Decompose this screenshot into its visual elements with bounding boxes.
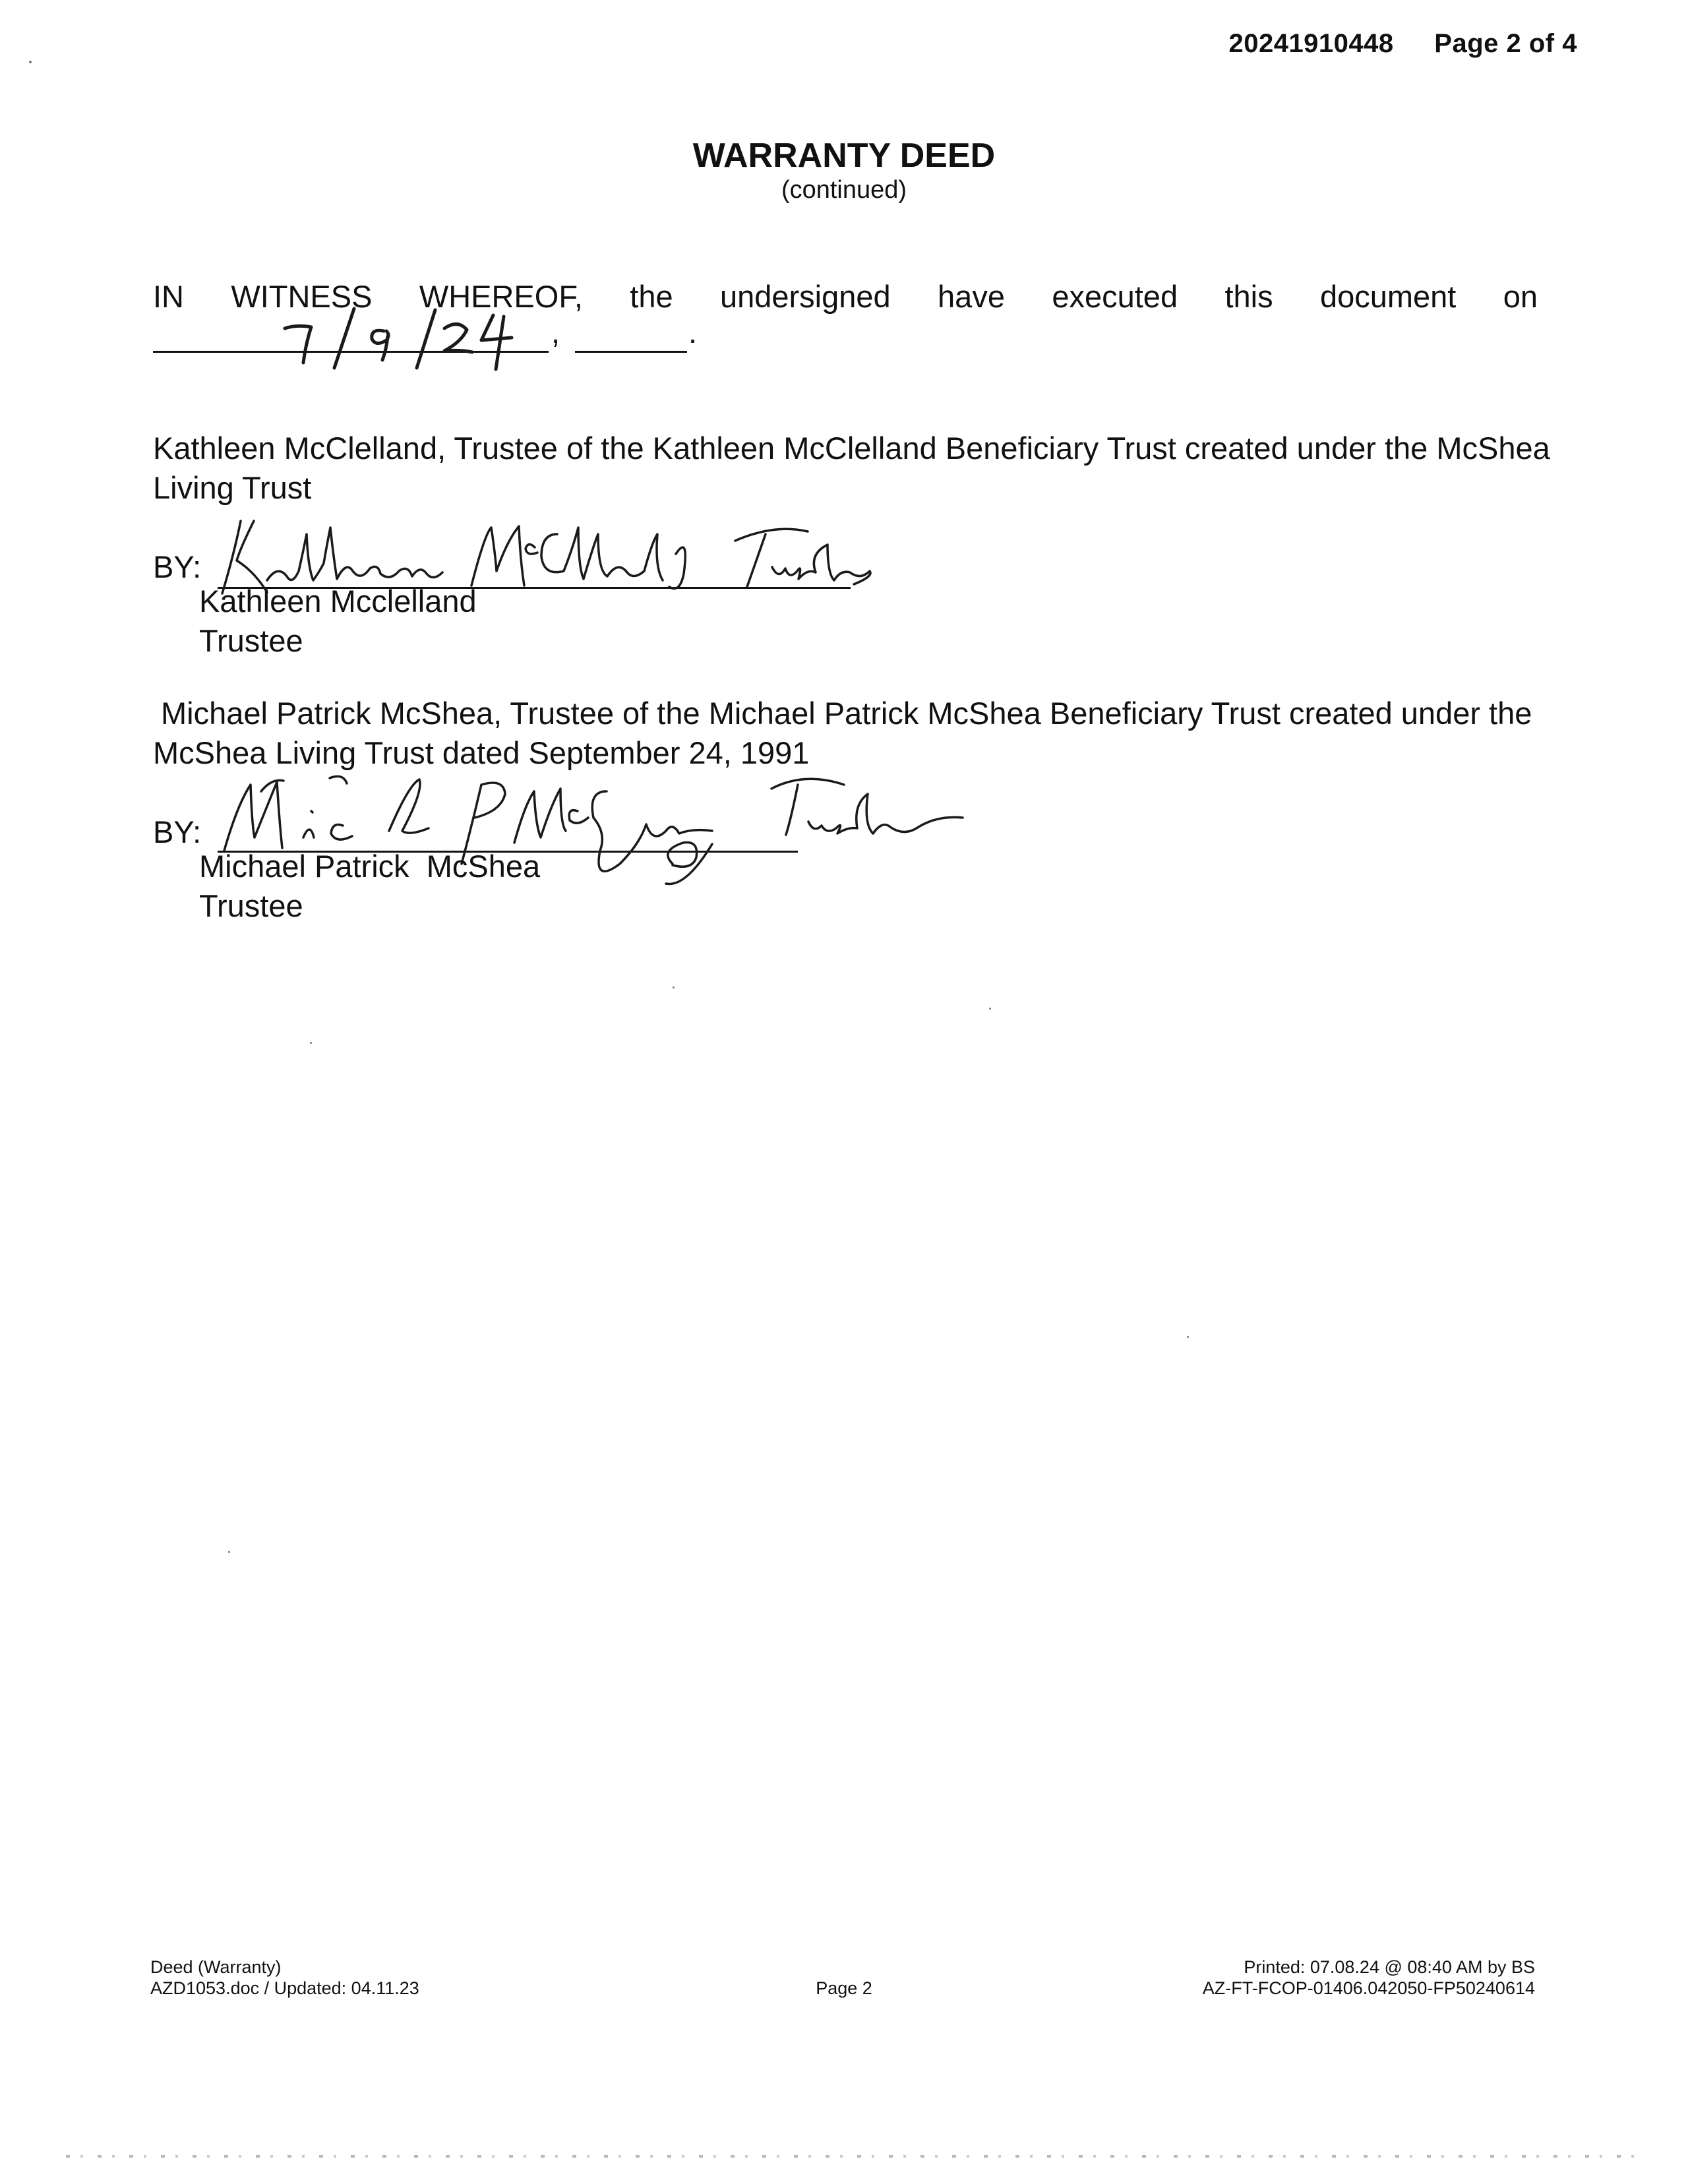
page-count-label: Page 2 of 4 xyxy=(1434,29,1577,58)
scan-speck xyxy=(310,1042,312,1044)
signer-printed-name: Michael Patrick McShea xyxy=(199,849,541,884)
document-title: WARRANTY DEED xyxy=(692,136,996,175)
signer-printed-name: Kathleen Mcclelland xyxy=(199,584,477,619)
witness-word: WHEREOF, xyxy=(419,279,583,314)
witness-word: undersigned xyxy=(719,279,891,314)
footer-printed-stamp: Printed: 07.08.24 @ 08:40 AM by BS xyxy=(1244,1957,1535,1977)
witness-word: have xyxy=(938,279,1005,314)
by-label: BY: xyxy=(153,549,202,584)
witness-word: IN xyxy=(153,279,184,314)
witness-word: the xyxy=(630,279,673,314)
scan-speck xyxy=(1187,1336,1189,1338)
date-comma: , xyxy=(551,315,560,349)
scan-speck xyxy=(673,986,675,988)
scan-speck xyxy=(29,61,32,63)
witness-word: executed xyxy=(1052,279,1178,314)
footer-form-name: Deed (Warranty) xyxy=(150,1957,282,1977)
footer-form-version: AZD1053.doc / Updated: 04.11.23 xyxy=(150,1978,419,1998)
scan-edge-artifact xyxy=(66,2155,1635,2158)
by-label: BY: xyxy=(153,814,202,849)
footer-print-info xyxy=(1203,1957,1535,1999)
document-header xyxy=(1228,29,1577,59)
year-blank-line xyxy=(575,351,687,353)
handwritten-date xyxy=(272,297,549,376)
witness-word: WITNESS xyxy=(231,279,373,314)
execution-date-line xyxy=(153,310,698,363)
recording-number: 20241910448 xyxy=(1228,29,1394,58)
date-period: . xyxy=(688,315,698,349)
witness-word: on xyxy=(1503,279,1538,314)
document-subtitle: (continued) xyxy=(781,176,907,204)
witness-word: this xyxy=(1224,279,1273,314)
footer-page-number: Page 2 xyxy=(816,1978,872,1998)
signer-title: Trustee xyxy=(199,623,303,658)
title-block xyxy=(0,136,1688,204)
scan-speck xyxy=(989,1008,991,1010)
signer-party-description: Kathleen McClelland, Trustee of the Kathleen McClelland Beneficiary Trust created under the McShea Living Trust xyxy=(153,431,1550,505)
signer-title: Trustee xyxy=(199,888,303,923)
footer-file-number: AZ-FT-FCOP-01406.042050-FP50240614 xyxy=(1202,1978,1535,1998)
signer-party-description: Michael Patrick McShea, Trustee of the Michael Patrick McShea Beneficiary Trust created under the McShea Living Trust dated September 24, 1991 xyxy=(153,696,1532,770)
witness-word: document xyxy=(1319,279,1457,314)
scan-speck xyxy=(228,1551,230,1553)
